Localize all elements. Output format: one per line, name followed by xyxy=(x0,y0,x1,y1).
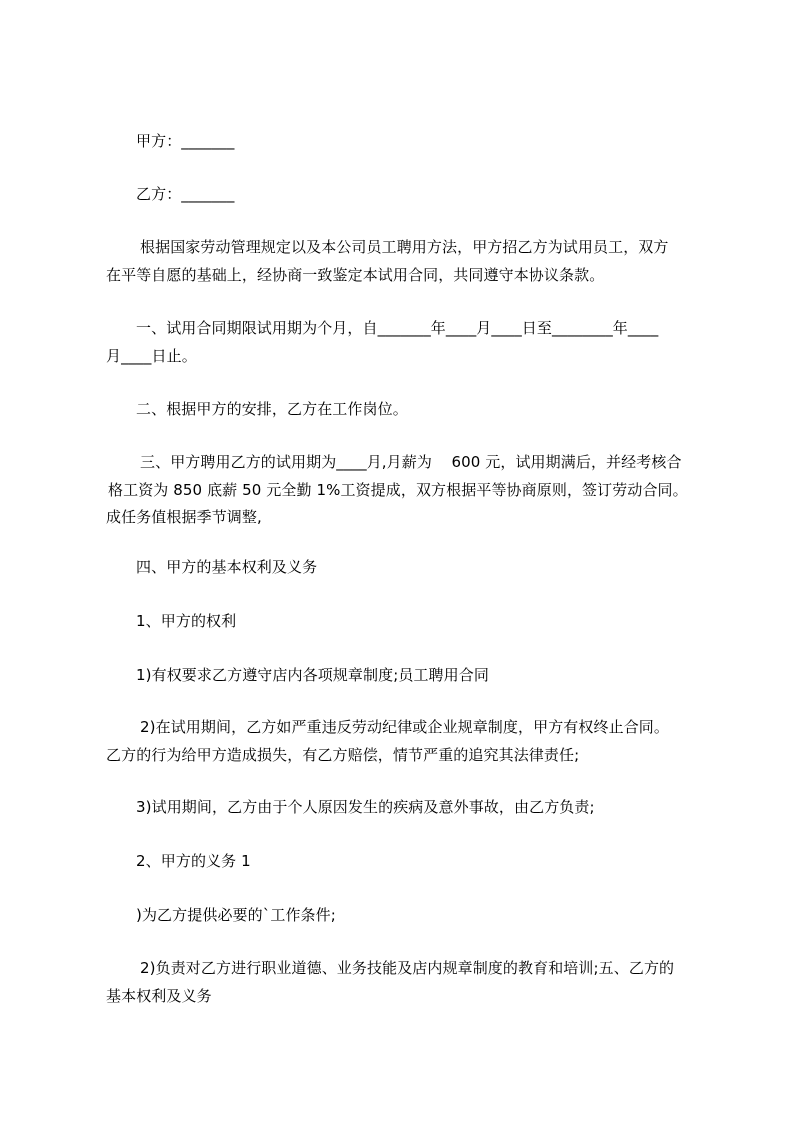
clause-3-line-3: 成任务值根据季节调整, xyxy=(106,508,262,526)
clause-1-line-2: 月____日止。 xyxy=(106,347,197,365)
duty-2-line-2: 基本权利及义务 xyxy=(106,987,212,1005)
duty-2-line-1: 2)负责对乙方进行职业道德、业务技能及店内规章制度的教育和培训;五、乙方的 xyxy=(140,959,675,977)
party-a-line: 甲方：_______ xyxy=(136,132,235,150)
clause-3-line-1: 三、甲方聘用乙方的试用期为____月,月薪为 600 元，试用期满后，并经考核合 xyxy=(140,453,682,471)
intro-line-2: 在平等自愿的基础上，经协商一致鉴定本试用合同，共同遵守本协议条款。 xyxy=(106,266,605,284)
right-3-line: 3)试用期间，乙方由于个人原因发生的疾病及意外事故，由乙方负责; xyxy=(136,798,595,816)
clause-1-line-1: 一、试用合同期限试用期为个月，自_______年____月____日至________年____ xyxy=(136,319,659,337)
right-1-line: 1)有权要求乙方遵守店内各项规章制度;员工聘用合同 xyxy=(136,666,489,684)
intro-line-1: 根据国家劳动管理规定以及本公司员工聘用方法，甲方招乙方为试用员工，双方 xyxy=(140,238,669,256)
right-2-line-1: 2)在试用期间，乙方如严重违反劳动纪律或企业规章制度，甲方有权终止合同。 xyxy=(140,718,669,736)
clause-3-line-2: 格工资为 850 底薪 50 元全勤 1%工资提成，双方根据平等协商原则，签订劳动合同。 xyxy=(108,481,688,499)
clause-2-line: 二、根据甲方的安排，乙方在工作岗位。 xyxy=(136,400,408,418)
duty-1-line: )为乙方提供必要的`工作条件; xyxy=(136,906,336,924)
section-4-title: 四、甲方的基本权利及义务 xyxy=(136,558,318,576)
right-2-line-2: 乙方的行为给甲方造成损失，有乙方赔偿，情节严重的追究其法律责任; xyxy=(106,746,580,764)
duties-title: 2、甲方的义务 1 xyxy=(136,852,251,870)
party-b-line: 乙方：_______ xyxy=(136,185,235,203)
rights-title: 1、甲方的权利 xyxy=(136,612,237,630)
